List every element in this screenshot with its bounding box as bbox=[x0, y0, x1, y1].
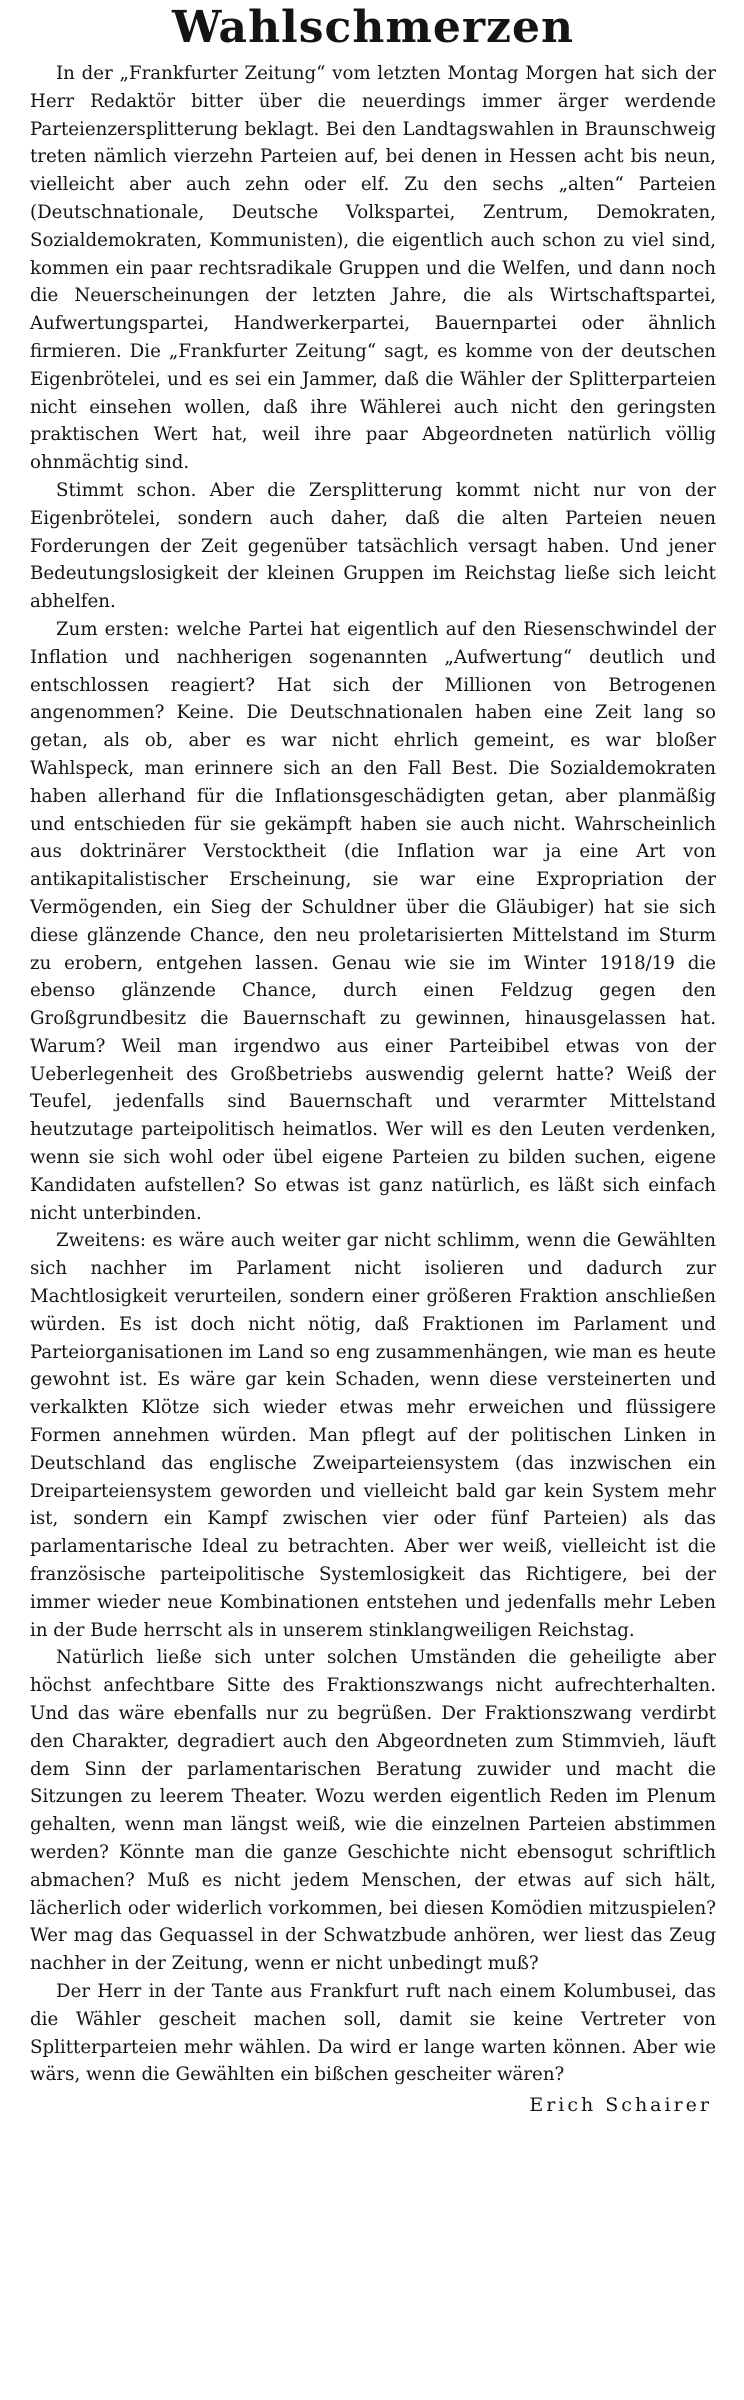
newspaper-article bbox=[30, 0, 716, 2400]
article-paragraph: Zum ersten: welche Partei hat eigentlich auf den Riesenschwindel der Inflation und nachherigen sogenannten „Aufwertung“ deutlich und entschlossen reagiert? Hat sich der Millionen von Betrogenen angenommen? Keine. Die Deutschnationalen haben eine Zeit lang so getan, als ob, aber es war nicht ehrlich gemeint, es war bloßer Wahlspeck, man erinnere sich an den Fall Best. Die Sozialdemokraten haben allerhand für die Inflationsgeschädigten getan, aber planmäßig und entschieden für sie gekämpft haben sie auch nicht. Wahrscheinlich aus doktrinärer Verstocktheit (die Inflation war ja eine Art von antikapitalistischer Erscheinung, sie war eine Expropriation der Vermögenden, ein Sieg der Schuldner über die Gläubiger) hat sie sich diese glänzende Chance, den neu proletarisierten Mittelstand im Sturm zu erobern, entgehen lassen. Genau wie sie im Winter 1918/19 die ebenso glänzende Chance, durch einen Feldzug gegen den Großgrundbesitz die Bauernschaft zu gewinnen, hinausgelassen hat. Warum? Weil man irgendwo aus einer Parteibibel etwas von der Ueberlegenheit des Großbetriebs auswendig gelernt hatte? Weiß der Teufel, jedenfalls sind Bauernschaft und verarmter Mittelstand heutzutage parteipolitisch heimatlos. Wer will es den Leuten verdenken, wenn sie sich wohl oder übel eigene Parteien zu bilden suchen, eigene Kandidaten aufstellen? So etwas ist ganz natürlich, es läßt sich einfach nicht unterbinden. bbox=[30, 618, 716, 1224]
article-paragraph: In der „Frankfurter Zeitung“ vom letzten Montag Morgen hat sich der Herr Redaktör bitter über die neuerdings immer ärger werdende Parteienzersplitterung beklagt. Bei den Landtagswahlen in Braunschweig treten nämlich vierzehn Parteien auf, bei denen in Hessen acht bis neun, vielleicht aber auch zehn oder elf. Zu den sechs „alten“ Parteien (Deutschnationale, Deutsche Volkspartei, Zentrum, Demokraten, Sozialdemokraten, Kommunisten), die eigentlich auch schon zu viel sind, kommen ein paar rechtsradikale Gruppen und die Welfen, und dann noch die Neuerscheinungen der letzten Jahre, die als Wirtschaftspartei, Aufwertungspartei, Handwerkerpartei, Bauernpartei oder ähnlich firmieren. Die „Frankfurter Zeitung“ sagt, es komme von der deutschen Eigenbrötelei, und es sei ein Jammer, daß die Wähler der Splitterparteien nicht einsehen wollen, daß ihre Wählerei auch nicht den geringsten praktischen Wert hat, weil ihre paar Abgeordneten natürlich völlig ohnmächtig sind. bbox=[30, 63, 716, 474]
author-byline: Erich Schairer bbox=[529, 2094, 712, 2117]
article-paragraph: Zweitens: es wäre auch weiter gar nicht schlimm, wenn die Gewählten sich nachher im Parlament nicht isolieren und dadurch zur Machtlosigkeit verurteilen, sondern einer größeren Fraktion anschließen würden. Es ist doch nicht nötig, daß Fraktionen im Parlament und Parteiorganisationen im Land so eng zusammenhängen, wie man es heute gewohnt ist. Es wäre gar kein Schaden, wenn diese versteinerten und verkalkten Klötze sich wieder etwas mehr erweichen und flüssigere Formen annehmen würden. Man pflegt auf der politischen Linken in Deutschland das englische Zweiparteiensystem (das inzwischen ein Dreiparteiensystem geworden und vielleicht bald gar kein System mehr ist, sondern ein Kampf zwischen vier oder fünf Parteien) als das parlamentarische Ideal zu betrachten. Aber wer weiß, vielleicht ist die französische parteipolitische Systemlosigkeit das Richtigere, bei der immer wieder neue Kombinationen entstehen und jedenfalls mehr Leben in der Bude herrscht als in unserem stinklangweiligen Reichstag. bbox=[30, 1230, 716, 1641]
article-paragraph: Natürlich ließe sich unter solchen Umständen die geheiligte aber höchst anfechtbare Sitte des Fraktionszwangs nicht aufrechterhalten. Und das wäre ebenfalls nur zu begrüßen. Der Fraktionszwang verdirbt den Charakter, degradiert auch den Abgeordneten zum Stimmvieh, läuft dem Sinn der parlamentarischen Beratung zuwider und macht die Sitzungen zu leerem Theater. Wozu werden eigentlich Reden im Plenum gehalten, wenn man längst weiß, wie die einzelnen Parteien abstimmen werden? Könnte man die ganze Geschichte nicht ebensogut schriftlich abmachen? Muß es nicht jedem Menschen, der etwas auf sich hält, lächerlich oder widerlich vorkommen, bei diesen Komödien mitzuspielen? Wer mag das Gequassel in der Schwatzbude anhören, wer liest das Zeug nachher in der Zeitung, wenn er nicht unbedingt muß? bbox=[30, 1647, 716, 1975]
article-body bbox=[30, 60, 716, 2089]
article-paragraph: Stimmt schon. Aber die Zersplitterung kommt nicht nur von der Eigenbrötelei, sondern auch daher, daß die alten Parteien neuen Forderungen der Zeit gegenüber tatsächlich versagt haben. Und jener Bedeutungslosigkeit der kleinen Gruppen im Reichstag ließe sich leicht abhelfen. bbox=[30, 479, 716, 613]
article-paragraph: Der Herr in der Tante aus Frankfurt ruft nach einem Kolumbusei, das die Wähler gescheit machen soll, damit sie keine Vertreter von Splitterparteien mehr wählen. Da wird er lange warten können. Aber wie wärs, wenn die Gewählten ein bißchen gescheiter wären? bbox=[30, 1980, 716, 2086]
article-headline: Wahlschmerzen bbox=[171, 2, 575, 53]
